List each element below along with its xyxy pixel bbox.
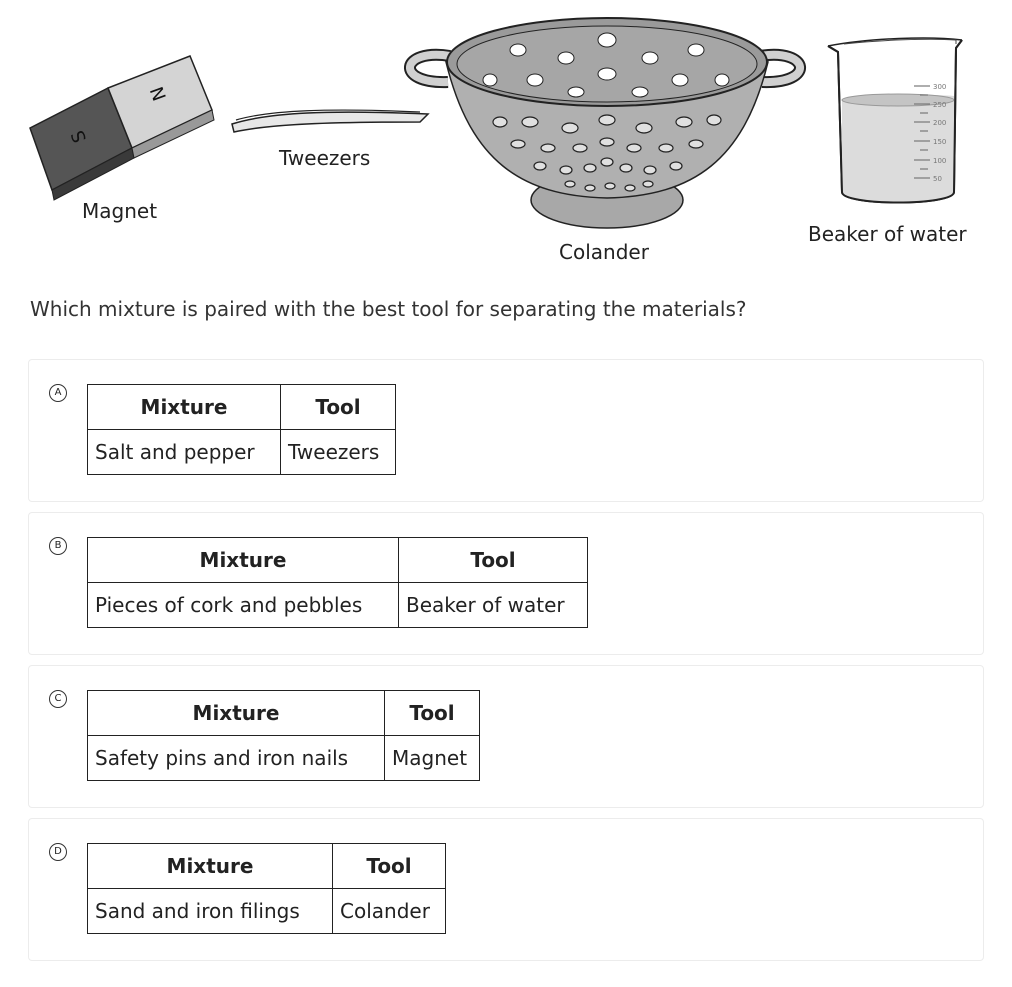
beaker-tick-150: 150 xyxy=(933,138,947,146)
magnet-pole-s: S xyxy=(67,127,92,146)
mixture-header: Mixture xyxy=(88,538,399,583)
colander-image xyxy=(410,18,800,228)
mixture-cell: Salt and pepper xyxy=(88,430,281,475)
choice-b-table xyxy=(87,537,588,628)
mixture-cell: Sand and iron filings xyxy=(88,889,333,934)
tool-header: Tool xyxy=(399,538,588,583)
choice-a-letter[interactable]: A xyxy=(49,384,67,402)
tool-header: Tool xyxy=(281,385,396,430)
choice-a-table xyxy=(87,384,396,475)
choice-d[interactable] xyxy=(28,818,984,961)
choice-b-letter[interactable]: B xyxy=(49,537,67,555)
magnet-image xyxy=(30,56,214,200)
choice-d-letter[interactable]: D xyxy=(49,843,67,861)
beaker-tick-250: 250 xyxy=(933,101,947,109)
tool-cell: Beaker of water xyxy=(399,583,588,628)
choice-c-letter[interactable]: C xyxy=(49,690,67,708)
beaker-tick-300: 300 xyxy=(933,83,947,91)
question-text: Which mixture is paired with the best tool for separating the materials? xyxy=(30,297,747,321)
beaker-tick-200: 200 xyxy=(933,119,947,127)
beaker-tick-100: 100 xyxy=(933,157,947,165)
tool-header: Tool xyxy=(333,844,446,889)
tweezers-image xyxy=(232,110,428,132)
choice-c[interactable] xyxy=(28,665,984,808)
mixture-header: Mixture xyxy=(88,691,385,736)
choice-b[interactable] xyxy=(28,512,984,655)
magnet-label: Magnet xyxy=(82,199,158,223)
tweezers-label: Tweezers xyxy=(279,146,371,170)
magnet-pole-n: N xyxy=(146,83,172,104)
choice-a[interactable] xyxy=(28,359,984,502)
tool-cell: Magnet xyxy=(385,736,480,781)
tool-cell: Colander xyxy=(333,889,446,934)
choice-d-table xyxy=(87,843,446,934)
mixture-cell: Safety pins and iron nails xyxy=(88,736,385,781)
mixture-header: Mixture xyxy=(88,385,281,430)
choice-c-table xyxy=(87,690,480,781)
tool-cell: Tweezers xyxy=(281,430,396,475)
beaker-label: Beaker of water xyxy=(808,222,967,246)
tool-header: Tool xyxy=(385,691,480,736)
mixture-header: Mixture xyxy=(88,844,333,889)
beaker-tick-50: 50 xyxy=(933,175,942,183)
beaker-image xyxy=(828,38,962,203)
colander-label: Colander xyxy=(559,240,649,264)
mixture-cell: Pieces of cork and pebbles xyxy=(88,583,399,628)
